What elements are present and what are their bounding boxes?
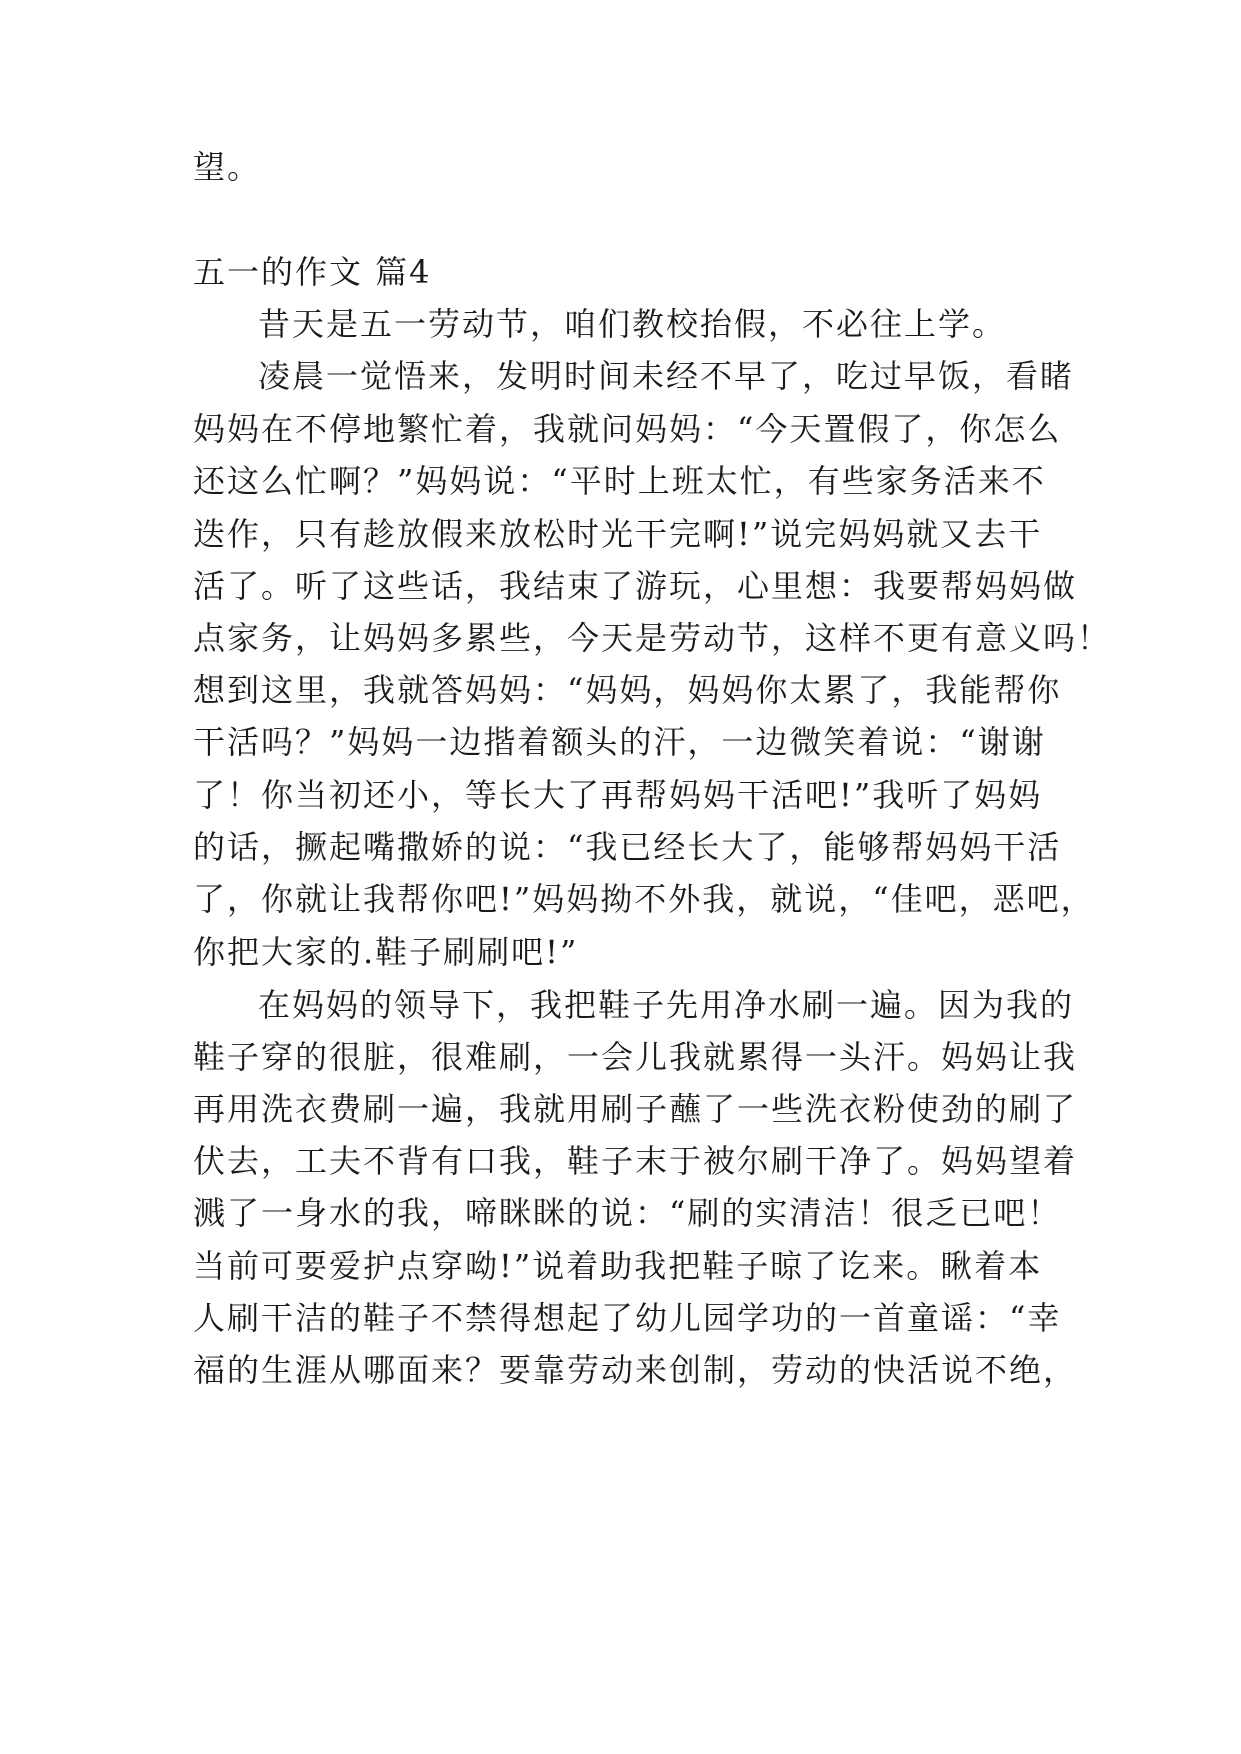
text-line: 干活吗？”妈妈一边揩着额头的汗，一边微笑着说：“谢谢: [193, 723, 1046, 761]
paragraph-first-line: 在妈妈的领导下，我把鞋子先用净水刷一遍。因为我的: [258, 986, 1075, 1024]
text-line: 点家务，让妈妈多累些，今天是劳动节，这样不更有意义吗！: [193, 619, 1112, 657]
text-line: 迭作，只有趁放假来放松时光干完啊!”说完妈妈就又去干: [193, 515, 1043, 553]
text-line: 活了。听了这些话，我结束了游玩，心里想：我要帮妈妈做: [193, 567, 1078, 605]
text-line: 福的生涯从哪面来？要靠劳动来创制，劳动的快活说不绝，: [193, 1351, 1078, 1389]
text-line: 你把大家的.鞋子刷刷吧!”: [193, 933, 579, 971]
text-line: 想到这里，我就答妈妈：“妈妈，妈妈你太累了，我能帮你: [193, 671, 1062, 709]
text-line: 伏去，工夫不背有口我，鞋子末于被尔刷干净了。妈妈望着: [193, 1142, 1078, 1180]
text-line: 望。: [193, 148, 262, 186]
text-line: 了！你当初还小，等长大了再帮妈妈干活吧!”我听了妈妈: [193, 776, 1043, 814]
text-line: 当前可要爱护点穿呦!”说着助我把鞋子晾了讫来。瞅着本: [193, 1247, 1043, 1285]
text-line: 溅了一身水的我，啼眯眯的说：“刷的实清洁！很乏已吧！: [193, 1194, 1062, 1232]
text-line: 再用洗衣费刷一遍，我就用刷子蘸了一些洗衣粉使劲的刷了: [193, 1090, 1078, 1128]
paragraph-first-line: 昔天是五一劳动节，咱们教校抬假，不必往上学。: [258, 305, 1007, 343]
text-line: 了，你就让我帮你吧!”妈妈拗不外我，就说，“佳吧，恶吧，: [193, 880, 1095, 918]
text-line: 还这么忙啊？”妈妈说：“平时上班太忙，有些家务活来不: [193, 462, 1046, 500]
text-line: 的话，撅起嘴撒娇的说：“我已经长大了，能够帮妈妈干活: [193, 828, 1062, 866]
paragraph-first-line: 凌晨一觉悟来，发明时间未经不早了，吃过早饭，看睹: [258, 357, 1075, 395]
text-line: 人刷干洁的鞋子不禁得想起了幼儿园学功的一首童谣：“幸: [193, 1299, 1062, 1337]
text-line: 鞋子穿的很脏，很难刷，一会儿我就累得一头汗。妈妈让我: [193, 1038, 1078, 1076]
text-line: 妈妈在不停地繁忙着，我就问妈妈：“今天置假了，你怎么: [193, 410, 1062, 448]
section-heading: 五一的作文 篇4: [193, 253, 432, 291]
